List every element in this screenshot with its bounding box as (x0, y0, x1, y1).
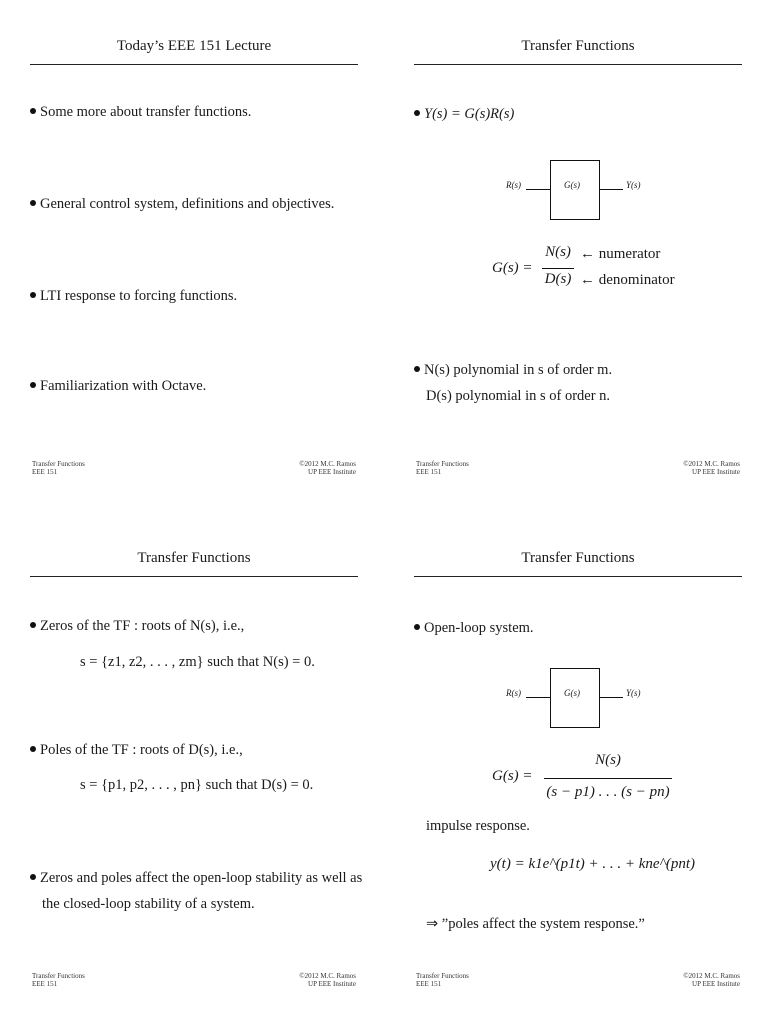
bullet-item: Familiarization with Octave. (30, 378, 206, 395)
impulse-equation: y(t) = k1e^(p1t) + . . . + kne^(pnt) (490, 856, 696, 872)
slide-3 (0, 512, 384, 1024)
bullet-item: Some more about transfer functions. (30, 104, 251, 121)
numerator-note: ← numerator (580, 246, 661, 262)
bullet-continuation: the closed-loop stability of a system. (42, 896, 255, 912)
block-label: G(s) (564, 688, 580, 698)
slide-title: Transfer Functions (521, 550, 635, 566)
tf-lhs: G(s) = (492, 768, 533, 784)
bullet-dot-icon (30, 874, 36, 880)
input-wire (526, 697, 550, 698)
output-wire (599, 189, 623, 190)
input-label: R(s) (506, 180, 521, 190)
fraction-bar (544, 778, 672, 779)
title-rule (30, 576, 358, 577)
denominator-note: ← denominator (580, 272, 675, 288)
poles-equation: s = {p1, p2, . . . , pn} such that D(s) = 0. (80, 777, 314, 793)
footer-left: Transfer Functions EEE 151 (32, 460, 85, 476)
output-wire (599, 697, 623, 698)
footer-left: Transfer Functions EEE 151 (416, 972, 469, 988)
input-wire (526, 189, 550, 190)
bullet-dot-icon (414, 110, 420, 116)
impulse-label: impulse response. (426, 818, 530, 834)
output-label: Y(s) (626, 180, 641, 190)
footer-left: Transfer Functions EEE 151 (416, 460, 469, 476)
bullet-continuation: D(s) polynomial in s of order n. (426, 388, 611, 404)
footer-right: ©2012 M.C. Ramos UP EEE Institute (299, 460, 356, 476)
bullet-item: Zeros of the TF : roots of N(s), i.e., (30, 618, 244, 635)
bullet-dot-icon (30, 382, 36, 388)
tf-lhs: G(s) = (492, 260, 533, 276)
footer-right: ©2012 M.C. Ramos UP EEE Institute (683, 972, 740, 988)
tf-numerator: N(s) (595, 752, 621, 768)
zeros-equation: s = {z1, z2, . . . , zm} such that N(s) = 0. (80, 654, 315, 670)
bullet-dot-icon (30, 292, 36, 298)
title-rule (30, 64, 358, 65)
output-label: Y(s) (626, 688, 641, 698)
slide-4 (384, 512, 768, 1024)
bullet-dot-icon (30, 746, 36, 752)
slide-title: Today’s EEE 151 Lecture (116, 38, 272, 54)
slide-1 (0, 0, 384, 512)
block-label: G(s) (564, 180, 580, 190)
slide-2 (384, 0, 768, 512)
slide-title: Transfer Functions (137, 550, 251, 566)
title-rule (414, 576, 742, 577)
bullet-item: Poles of the TF : roots of D(s), i.e., (30, 742, 243, 759)
bullet-dot-icon (414, 624, 420, 630)
bullet-item: LTI response to forcing functions. (30, 288, 237, 305)
bullet-dot-icon (30, 108, 36, 114)
slide-title: Transfer Functions (521, 38, 635, 54)
footer-right: ©2012 M.C. Ramos UP EEE Institute (683, 460, 740, 476)
bullet-item: Zeros and poles affect the open-loop stability as well as (30, 870, 362, 887)
transfer-block (550, 668, 600, 728)
fraction-bar (542, 268, 574, 269)
bullet-dot-icon (30, 200, 36, 206)
bullet-dot-icon (414, 366, 420, 372)
bullet-item: General control system, definitions and objectives. (30, 196, 334, 213)
tf-denominator: D(s) (544, 271, 572, 287)
bullet-item: N(s) polynomial in s of order m. (414, 362, 612, 379)
conclusion-text: ⇒ ”poles affect the system response.” (426, 916, 645, 932)
bullet-dot-icon (30, 622, 36, 628)
tf-numerator: N(s) (545, 244, 571, 260)
tf-denominator: (s − p1) . . . (s − pn) (546, 784, 670, 800)
title-rule (414, 64, 742, 65)
input-label: R(s) (506, 688, 521, 698)
footer-left: Transfer Functions EEE 151 (32, 972, 85, 988)
bullet-item: Open-loop system. (414, 620, 534, 637)
footer-right: ©2012 M.C. Ramos UP EEE Institute (299, 972, 356, 988)
transfer-block (550, 160, 600, 220)
bullet-item: Y(s) = G(s)R(s) (414, 106, 514, 123)
